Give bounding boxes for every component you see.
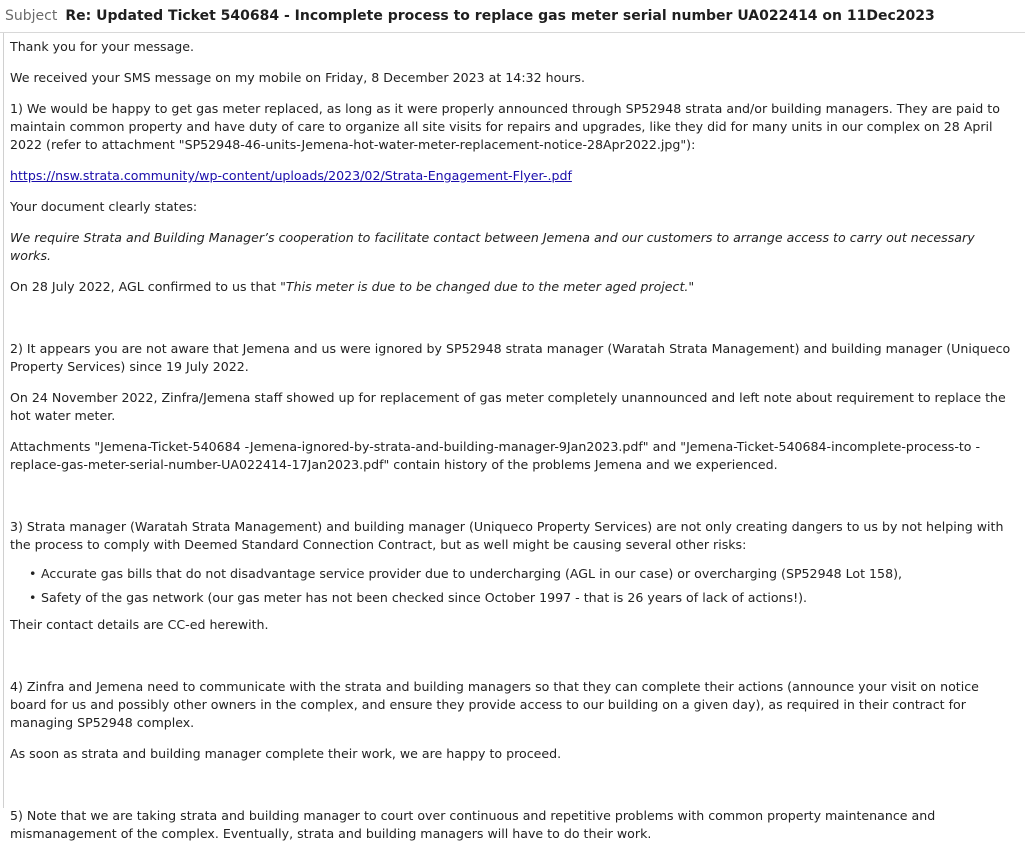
message-header (0, 0, 1025, 33)
agl-quote: This meter is due to be changed due to the meter aged project. (285, 279, 689, 294)
list-item (29, 589, 1019, 607)
paragraph-point-1: 1) We would be happy to get gas meter replaced, as long as it were properly announced through SP52948 strata and/or building managers. They are paid to maintain common property and have duty of care to organize all site visits for repairs and upgrades, like they did for many units in our complex on 28 April 2022 (refer to attachment "SP52948-46-units-Jemena-hot-water-meter-replacement-notice-28Apr2022.jpg"): (10, 101, 1000, 152)
paragraph-point-3: 3) Strata manager (Waratah Strata Management) and building manager (Uniqueco Property Services) are not only creating dangers to us by not helping with the process to comply with Deemed Standard Connection Contract, but as well might be causing several other risks: (10, 519, 1004, 552)
spacer (10, 647, 1019, 678)
list-item (29, 565, 1019, 583)
paragraph-point-5: 5) Note that we are taking strata and building manager to court over continuous and repetitive problems with common property maintenance and mismanagement of the complex. Eventually, strata and building managers will have to do their work. (10, 808, 936, 841)
paragraph-happy-to-proceed: As soon as strata and building manager complete their work, we are happy to proceed. (10, 746, 562, 761)
link-paragraph (10, 167, 1019, 185)
paragraph-greeting: Thank you for your message. (10, 39, 195, 54)
list-item-text: Accurate gas bills that do not disadvantage service provider due to undercharging (AGL in our case) or overcharging (SP52948 Lot 158), (41, 566, 902, 581)
message-body[interactable] (3, 33, 1025, 841)
paragraph-point-4: 4) Zinfra and Jemena need to communicate with the strata and building managers so that they can complete their actions (announce your visit on notice board for us and possibly other owners in the complex, and ensure they provide access to our building on a given day), as required in their contract for managing SP52948 complex. (10, 679, 979, 730)
subject-text: Re: Updated Ticket 540684 - Incomplete process to replace gas meter serial number UA022414 on 11Dec2023 (65, 8, 935, 24)
risk-list (10, 565, 1019, 607)
paragraph-zinfra-visit: On 24 November 2022, Zinfra/Jemena staff showed up for replacement of gas meter completely unannounced and left note about requirement to replace the hot water meter. (10, 390, 1006, 423)
paragraph-agl-confirmation (10, 278, 1019, 296)
spacer (10, 309, 1019, 340)
paragraph-attachments: Attachments "Jemena-Ticket-540684 -Jemena-ignored-by-strata-and-building-manager-9Jan2023.pdf" and "Jemena-Ticket-540684-incomplete-process-to -replace-gas-meter-serial-number-UA022414-17Jan2023.pdf" contain history of the problems Jemena and we experienced. (10, 439, 981, 472)
paragraph-contact-details: Their contact details are CC-ed herewith. (10, 617, 269, 632)
spacer (10, 776, 1019, 807)
subject-label: Subject (5, 8, 58, 24)
quote-paragraph: We require Strata and Building Manager’s cooperation to facilitate contact between Jemena and our customers to arrange access to carry out necessary works. (10, 230, 975, 263)
agl-prefix: On 28 July 2022, AGL confirmed to us that " (10, 279, 286, 294)
strata-flyer-link[interactable]: https://nsw.strata.community/wp-content/uploads/2023/02/Strata-Engagement-Flyer-.pdf (10, 168, 572, 183)
paragraph-point-2: 2) It appears you are not aware that Jemena and us were ignored by SP52948 strata manager (Waratah Strata Management) and building manager (Uniqueco Property Services) since 19 July 2022. (10, 341, 1011, 374)
spacer (10, 487, 1019, 518)
bullet-icon: • (29, 566, 37, 581)
bullet-icon: • (29, 590, 37, 605)
list-item-text: Safety of the gas network (our gas meter has not been checked since October 1997 - that is 26 years of lack of actions!). (41, 590, 808, 605)
paragraph-document-states: Your document clearly states: (10, 199, 198, 214)
agl-suffix: " (688, 279, 695, 294)
paragraph-sms: We received your SMS message on my mobile on Friday, 8 December 2023 at 14:32 hours. (10, 70, 586, 85)
